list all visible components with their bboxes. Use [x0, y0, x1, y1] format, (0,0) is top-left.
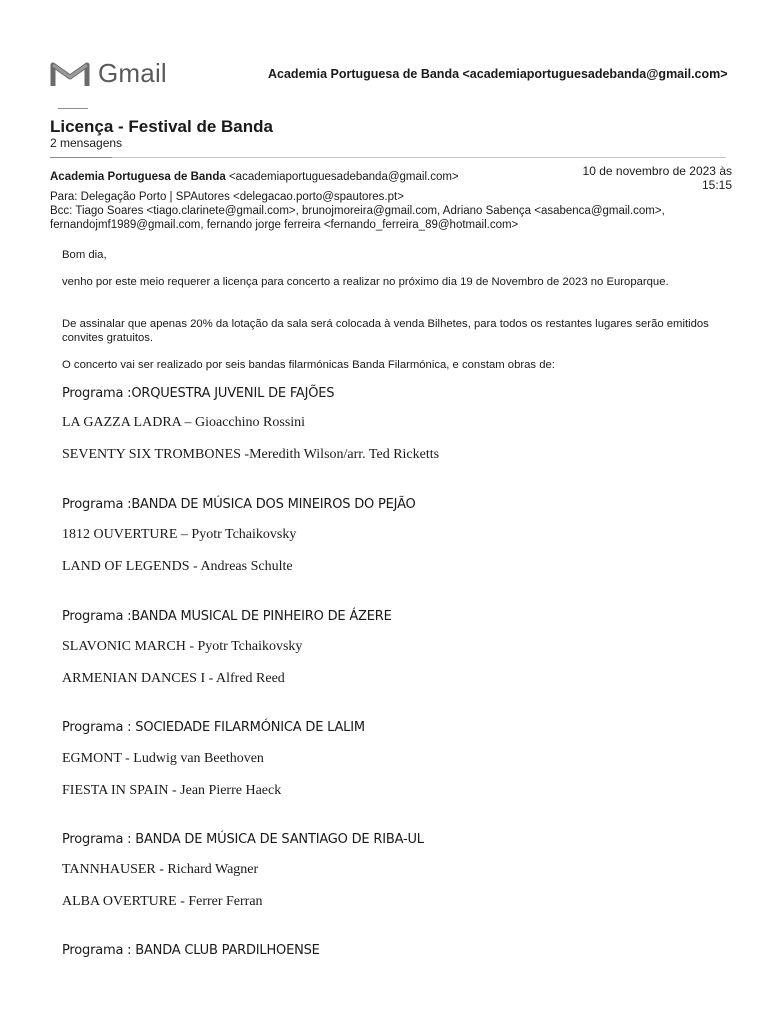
account-header: Academia Portuguesa de Banda <academiaportuguesadebanda@gmail.com>	[268, 67, 728, 81]
bcc-line-continued: fernandojmf1989@gmail.com, fernando jorge ferreira <fernando_ferreira_89@hotmail.com>	[50, 219, 519, 231]
program-work: TANNHAUSER - Richard Wagner	[62, 862, 259, 877]
program-title: Programa :BANDA MUSICAL DE PINHEIRO DE ÁZERE	[62, 609, 392, 624]
program-title: Programa :BANDA DE MÚSICA DOS MINEIROS DO PEJÃO	[62, 497, 416, 512]
to-line: Para: Delegação Porto | SPAutores <delegacao.porto@spautores.pt>	[50, 191, 404, 203]
message-count: 2 mensagens	[50, 136, 123, 150]
message-from	[50, 171, 459, 183]
program-work: 1812 OUVERTURE – Pyotr Tchaikovsky	[62, 527, 297, 542]
divider	[50, 157, 112, 158]
program-work: LA GAZZA LADRA – Gioacchino Rossini	[62, 415, 306, 430]
message-date: 10 de novembro de 2023 às	[582, 164, 732, 178]
bcc-line: Bcc: Tiago Soares <tiago.clarinete@gmail.com>, brunojmoreira@gmail.com, Adriano Sabença <asabenca@gmail.com>,	[50, 205, 665, 217]
thread-subject: Licença - Festival de Banda	[50, 117, 273, 136]
sender-name: Academia Portuguesa de Banda	[50, 171, 226, 183]
program-work: LAND OF LEGENDS - Andreas Schulte	[62, 559, 293, 574]
program-title: Programa : SOCIEDADE FILARMÓNICA DE LALIM	[62, 720, 365, 735]
body-paragraph: venho por este meio requerer a licença para concerto a realizar no próximo dia 19 de Novembro de 2023 no Europarque.	[62, 276, 669, 288]
sender-email: <academiaportuguesadebanda@gmail.com>	[228, 171, 459, 183]
program-work: ALBA OVERTURE - Ferrer Ferran	[62, 894, 263, 909]
program-title: Programa :ORQUESTRA JUVENIL DE FAJÕES	[62, 386, 335, 401]
program-title: Programa : BANDA CLUB PARDILHOENSE	[62, 943, 320, 958]
program-work: FIESTA IN SPAIN - Jean Pierre Haeck	[62, 783, 282, 798]
message-time: 15:15	[701, 178, 732, 192]
program-title: Programa : BANDA DE MÚSICA DE SANTIAGO DE RIBA-UL	[62, 832, 424, 847]
gmail-logo	[50, 58, 167, 89]
program-work: ARMENIAN DANCES I - Alfred Reed	[62, 671, 285, 686]
divider	[112, 157, 726, 158]
divider	[58, 108, 88, 109]
program-work: EGMONT - Ludwig van Beethoven	[62, 751, 264, 766]
greeting: Bom dia,	[62, 249, 107, 261]
gmail-m-icon	[50, 60, 90, 88]
gmail-logo-text: Gmail	[98, 58, 167, 88]
program-work: SEVENTY SIX TROMBONES -Meredith Wilson/arr. Ted Ricketts	[62, 447, 440, 462]
program-work: SLAVONIC MARCH - Pyotr Tchaikovsky	[62, 639, 303, 654]
body-paragraph: O concerto vai ser realizado por seis bandas filarmónicas Banda Filarmónica, e constam obras de:	[62, 359, 555, 371]
body-paragraph: De assinalar que apenas 20% da lotação da sala será colocada à venda Bilhetes, para todos os restantes lugares serão emitidos convites gratuitos.	[62, 318, 709, 344]
